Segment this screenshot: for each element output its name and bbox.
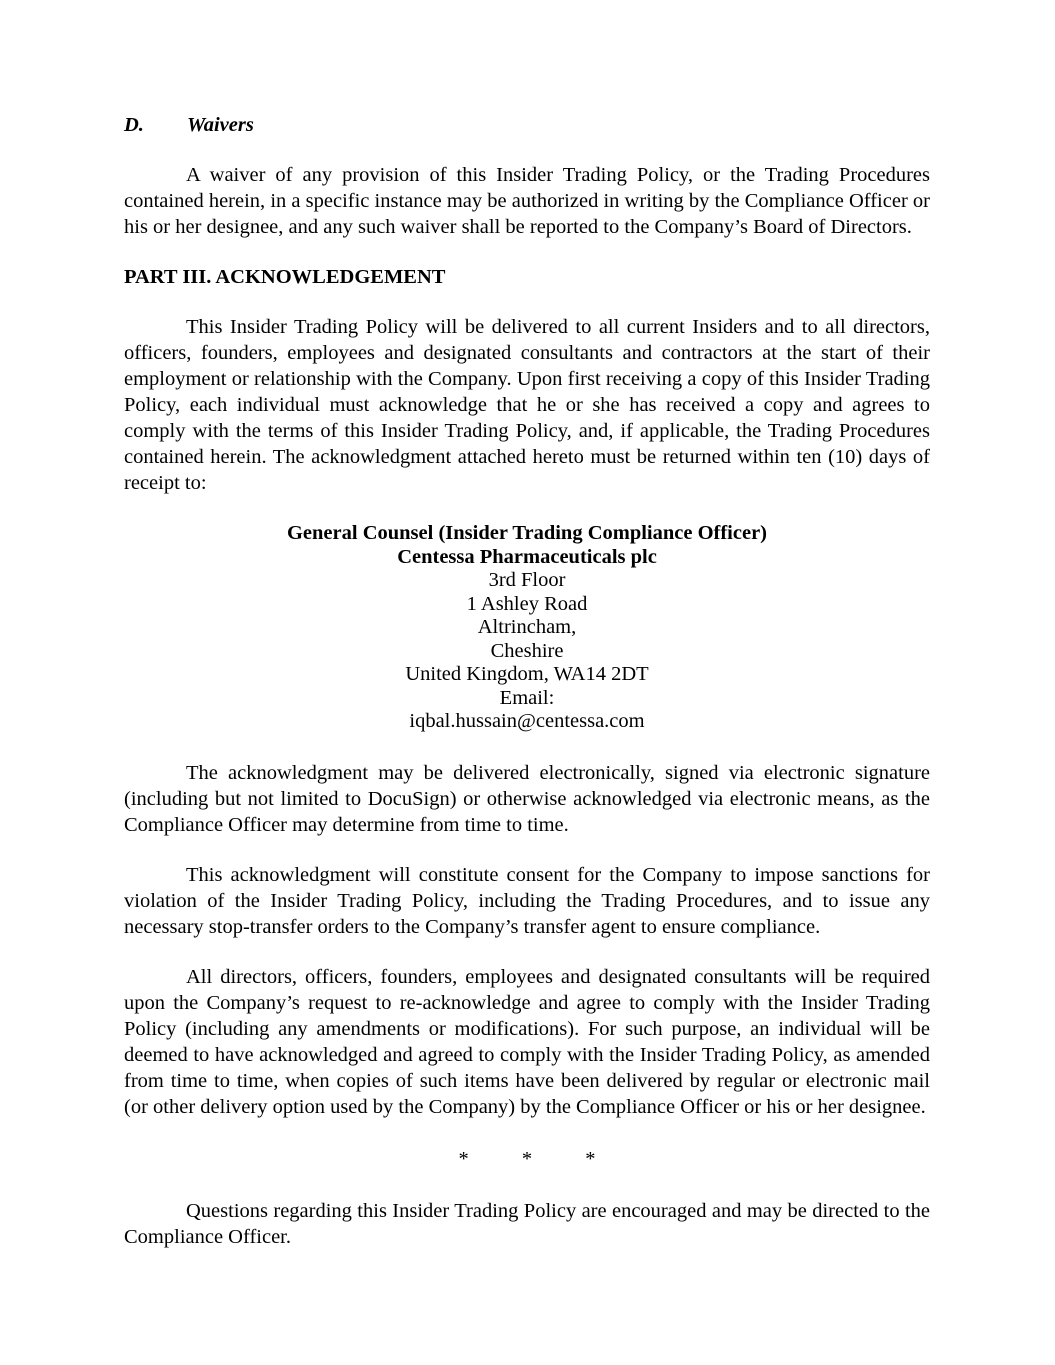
questions-paragraph: Questions regarding this Insider Trading Policy are encouraged and may be directed to the Compliance Officer. — [124, 1199, 930, 1248]
policy-delivery-paragraph: This Insider Trading Policy will be delivered to all current Insiders and to all directors, officers, founders, employees and designated consultants and contractors at the start of their employment or relationship with the Company. Upon first receiving a copy of this Insider Trading Policy, each individual must acknowledge that he or she has received a copy and agrees to comply with the terms of this Insider Trading Policy, and, if applicable, the Trading Procedures contained herein. The acknowledgment attached hereto must be returned within ten (10) days of receipt to: — [124, 316, 930, 494]
address-floor: 3rd Floor — [488, 569, 566, 591]
asterisk-separator: * * * — [458, 1147, 596, 1170]
address-block — [124, 522, 930, 734]
address-recipient: General Counsel (Insider Trading Compliance Officer) — [286, 522, 768, 544]
address-email: iqbal.hussain@centessa.com — [409, 710, 645, 732]
address-town: Altrincham, — [477, 616, 577, 638]
electronic-delivery-paragraph: The acknowledgment may be delivered electronically, signed via electronic signature (including but not limited to DocuSign) or otherwise acknowledged via electronic means, as the Compliance Officer may determine from time to time. — [124, 761, 930, 836]
address-country-postcode: United Kingdom, WA14 2DT — [405, 663, 649, 685]
part-iii-heading: PART III. ACKNOWLEDGEMENT — [124, 266, 446, 288]
section-d-title: Waivers — [187, 114, 254, 136]
address-street: 1 Ashley Road — [466, 592, 588, 615]
section-d-heading — [124, 112, 930, 138]
section-d-label: D. — [124, 114, 144, 136]
address-county: Cheshire — [490, 639, 564, 662]
address-company: Centessa Pharmaceuticals plc — [397, 545, 657, 568]
address-email-label: Email: — [499, 686, 555, 709]
waivers-paragraph: A waiver of any provision of this Insider Trading Policy, or the Trading Procedures contained herein, in a specific instance may be authorized in writing by the Compliance Officer or his or her designee, and any such waiver shall be reported to the Company’s Board of Directors. — [124, 164, 930, 238]
reacknowledge-paragraph: All directors, officers, founders, employees and designated consultants will be required upon the Company’s request to re-acknowledge and agree to comply with the Insider Trading Policy (including any amendments or modifications). For such purpose, an individual will be deemed to have acknowledged and agreed to comply with the Insider Trading Policy, as amended from time to time, when copies of such items have been delivered by regular or electronic mail (or other delivery option used by the Company) by the Compliance Officer or his or her designee. — [124, 965, 930, 1118]
consent-sanctions-paragraph: This acknowledgment will constitute consent for the Company to impose sanctions for violation of the Insider Trading Policy, including the Trading Procedures, and to issue any necessary stop-transfer orders to the Company’s transfer agent to ensure compliance. — [124, 863, 930, 938]
